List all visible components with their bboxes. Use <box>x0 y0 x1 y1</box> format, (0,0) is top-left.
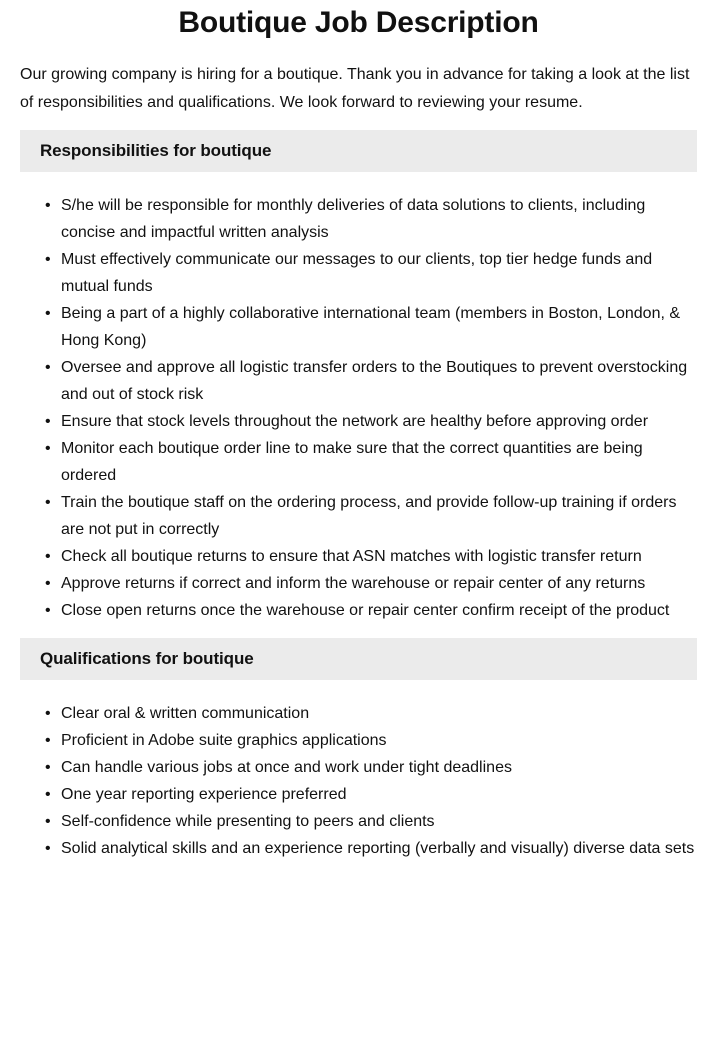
list-item: • Train the boutique staff on the ordering process, and provide follow-up training if orders are not put in correctly <box>45 489 697 543</box>
list-item: • One year reporting experience preferred <box>45 781 697 808</box>
list-item: • Being a part of a highly collaborative international team (members in Boston, London, & Hong Kong) <box>45 300 697 354</box>
list-item: • Can handle various jobs at once and work under tight deadlines <box>45 754 697 781</box>
list-item: • Self-confidence while presenting to peers and clients <box>45 808 697 835</box>
intro-paragraph: Our growing company is hiring for a boutique. Thank you in advance for taking a look at the list of responsibilities and qualifications. We look forward to reviewing your resume. <box>20 66 690 111</box>
list-item: • Clear oral & written communication <box>45 700 697 727</box>
list-item: • Proficient in Adobe suite graphics applications <box>45 727 697 754</box>
section-header-responsibilities <box>20 130 697 172</box>
list-item: • Ensure that stock levels throughout the network are healthy before approving order <box>45 408 697 435</box>
section-heading-text: Responsibilities for boutique <box>40 141 272 160</box>
qualifications-list <box>20 700 697 862</box>
section-heading-text: Qualifications for boutique <box>40 649 254 668</box>
list-item: • Solid analytical skills and an experience reporting (verbally and visually) diverse data sets <box>45 835 697 862</box>
list-item: • Check all boutique returns to ensure that ASN matches with logistic transfer return <box>45 543 697 570</box>
section-header-qualifications <box>20 638 697 680</box>
responsibilities-list <box>20 192 697 624</box>
section-qualifications <box>20 638 697 862</box>
list-item: • Approve returns if correct and inform the warehouse or repair center of any returns <box>45 570 697 597</box>
list-item: • Oversee and approve all logistic transfer orders to the Boutiques to prevent overstocking and out of stock risk <box>45 354 697 408</box>
list-item: • Monitor each boutique order line to make sure that the correct quantities are being ordered <box>45 435 697 489</box>
section-responsibilities <box>20 130 697 624</box>
list-item: • S/he will be responsible for monthly deliveries of data solutions to clients, including concise and impactful written analysis <box>45 192 697 246</box>
list-item: • Must effectively communicate our messages to our clients, top tier hedge funds and mutual funds <box>45 246 697 300</box>
page-title: Boutique Job Description <box>178 6 539 39</box>
list-item: • Close open returns once the warehouse or repair center confirm receipt of the product <box>45 597 697 624</box>
